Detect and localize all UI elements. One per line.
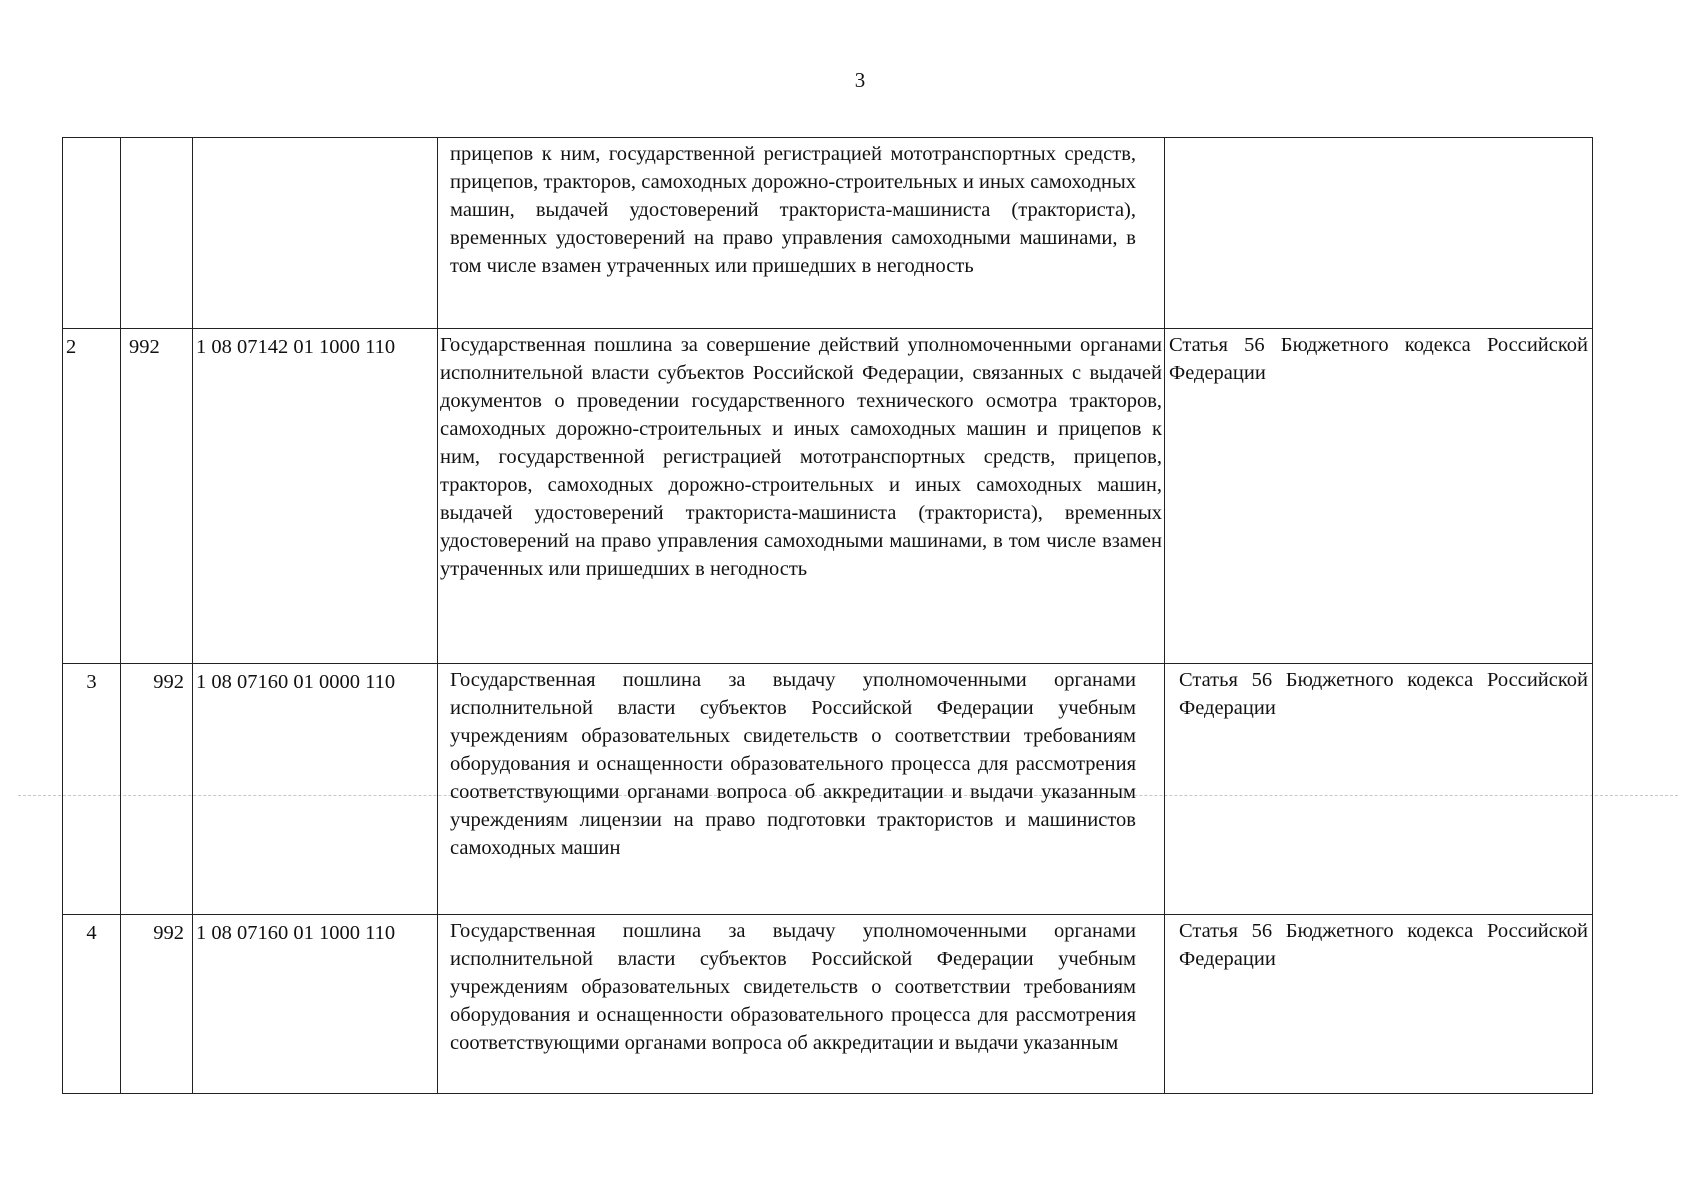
- admin-code-cell: 992: [121, 329, 193, 664]
- row-index-cell: 2: [63, 329, 121, 664]
- table-row: [63, 329, 1593, 664]
- revenue-codes-table: [62, 137, 1593, 1094]
- kbk-code-cell: [193, 138, 438, 329]
- page-number: 3: [854, 68, 866, 92]
- description-cell: Государственная пошлина за совершение действий уполномоченными органами исполнительной власти субъектов Российской Федерации, связанных с выдачей документов о проведении государственного технического осмотра тракторов, самоходных дорожно-строительных и иных самоходных машин и прицепов к ним, государственной регистрацией мототранспортных средств, прицепов, тракторов, самоходных дорожно-строительных и иных самоходных машин, выдачей удостоверений тракториста-машиниста (тракториста), временных удостоверений на право управления самоходными машинами, в том числе взамен утраченных или пришедших в негодность: [438, 329, 1165, 664]
- admin-code-cell: [121, 138, 193, 329]
- basis-cell: Статья 56 Бюджетного кодекса Российской Федерации: [1165, 915, 1593, 1094]
- row-index-cell: 3: [63, 664, 121, 915]
- admin-code-cell: 992: [121, 915, 193, 1094]
- table-row: [63, 664, 1593, 915]
- row-index-cell: 4: [63, 915, 121, 1094]
- basis-cell: Статья 56 Бюджетного кодекса Российской Федерации: [1165, 329, 1593, 664]
- table-row: [63, 915, 1593, 1094]
- description-cell: Государственная пошлина за выдачу уполномоченными органами исполнительной власти субъектов Российской Федерации учебным учреждениям образовательных свидетельств о соответствии требованиям оборудования и оснащенности образовательного процесса для рассмотрения соответствующими органами вопроса об аккредитации и выдачи указанным: [438, 915, 1165, 1094]
- kbk-code-cell: 1 08 07142 01 1000 110: [193, 329, 438, 664]
- basis-cell: [1165, 138, 1593, 329]
- table-row: [63, 138, 1593, 329]
- kbk-code-cell: 1 08 07160 01 1000 110: [193, 915, 438, 1094]
- description-cell: прицепов к ним, государственной регистрацией мототранспортных средств, прицепов, тракторов, самоходных дорожно-строительных и иных самоходных машин, выдачей удостоверений тракториста-машиниста (тракториста), временных удостоверений на право управления самоходными машинами, в том числе взамен утраченных или пришедших в негодность: [438, 138, 1165, 329]
- admin-code-cell: 992: [121, 664, 193, 915]
- description-cell: Государственная пошлина за выдачу уполномоченными органами исполнительной власти субъектов Российской Федерации учебным учреждениям образовательных свидетельств о соответствии требованиям оборудования и оснащенности образовательного процесса для рассмотрения соответствующими органами вопроса об аккредитации и выдачи указанным учреждениям лицензии на право подготовки трактористов и машинистов самоходных машин: [438, 664, 1165, 915]
- basis-cell: Статья 56 Бюджетного кодекса Российской Федерации: [1165, 664, 1593, 915]
- kbk-code-cell: 1 08 07160 01 0000 110: [193, 664, 438, 915]
- row-index-cell: [63, 138, 121, 329]
